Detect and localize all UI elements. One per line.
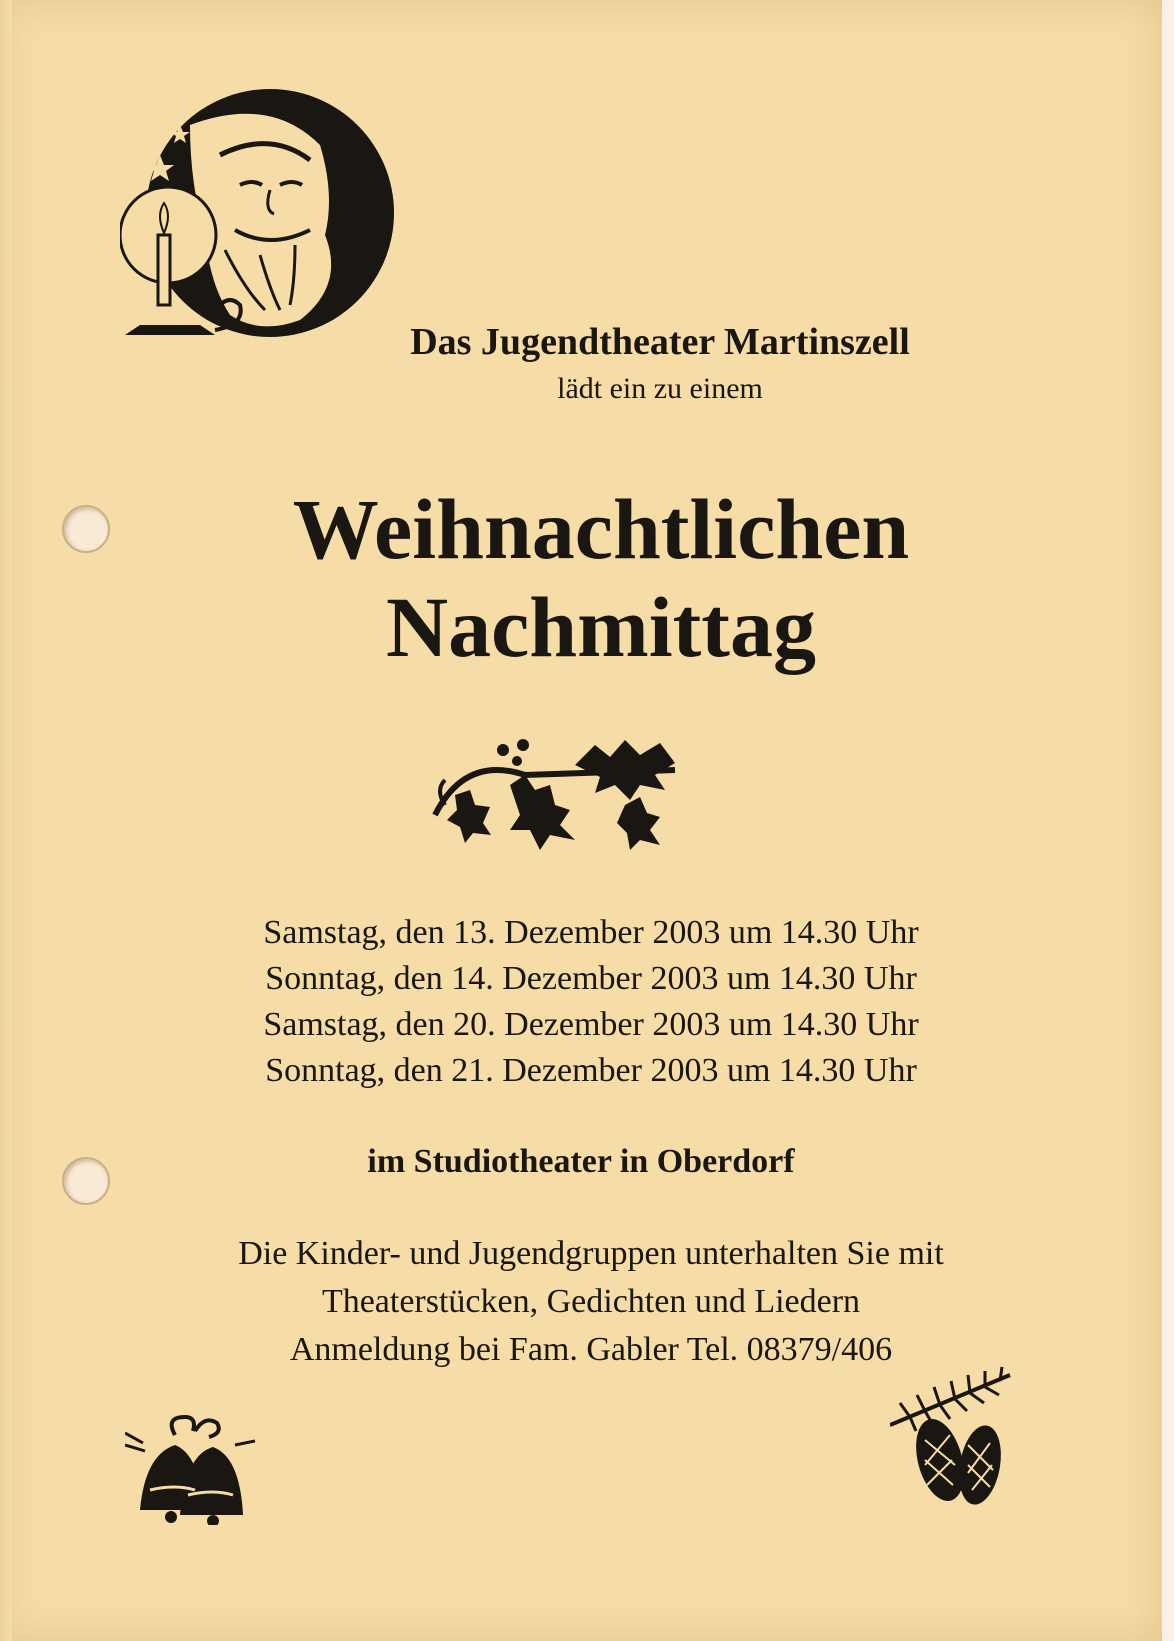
date-line: Sonntag, den 14. Dezember 2003 um 14.30 Uhr	[265, 960, 917, 997]
venue-text: im Studiotheater in Oberdorf	[367, 1143, 795, 1180]
holly-branch-icon	[425, 735, 715, 855]
title-line-2: Nachmittag	[386, 579, 816, 675]
dates-list	[10, 910, 1172, 1094]
title-line-1: Weihnachtlichen	[292, 481, 910, 577]
date-line: Samstag, den 13. Dezember 2003 um 14.30 Uhr	[263, 914, 919, 951]
event-title	[20, 480, 1174, 676]
christmas-bells-icon	[125, 1415, 260, 1525]
description-text	[10, 1230, 1172, 1374]
description-line-2: Theaterstücken, Gedichten und Liedern	[321, 1283, 861, 1320]
description-line-1: Die Kinder- und Jugendgruppen unterhalten Sie mit	[238, 1235, 944, 1272]
description-line-3: Anmeldung bei Fam. Gabler Tel. 08379/406	[289, 1331, 893, 1368]
invite-text: lädt ein zu einem	[557, 372, 763, 405]
paper-edge	[0, 0, 12, 1641]
santa-moon-candle-icon	[120, 85, 410, 360]
date-line: Samstag, den 20. Dezember 2003 um 14.30 Uhr	[263, 1006, 919, 1043]
date-line: Sonntag, den 21. Dezember 2003 um 14.30 Uhr	[265, 1052, 917, 1089]
pine-cones-icon	[890, 1365, 1020, 1510]
host-heading: Das Jugendtheater Martinszell	[410, 321, 910, 363]
